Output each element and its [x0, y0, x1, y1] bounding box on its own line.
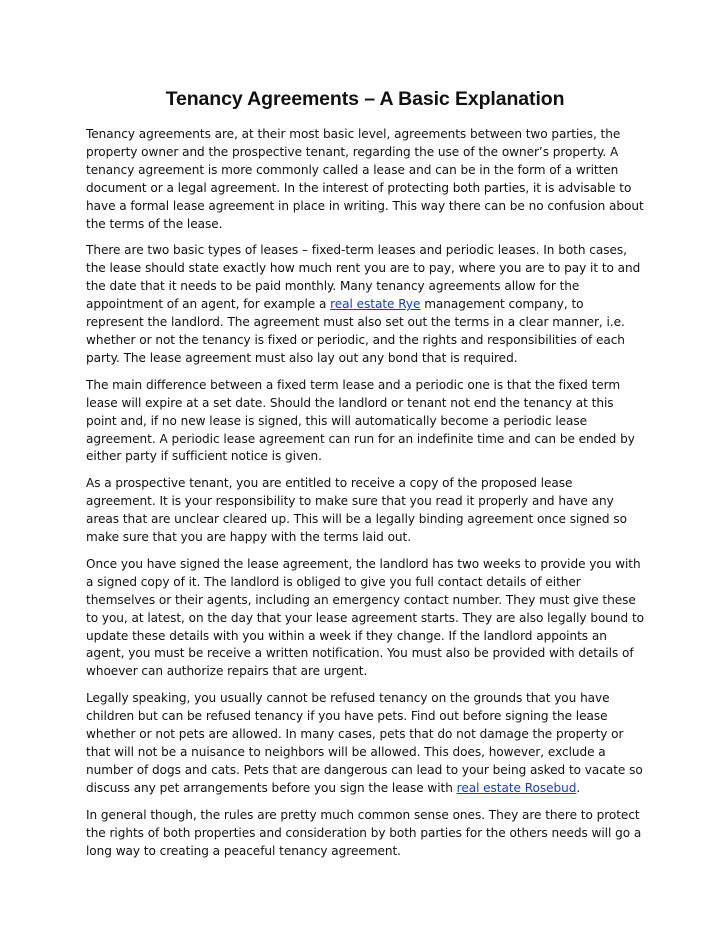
paragraph-text: There are two basic types of leases – fixed-term leases and periodic leases. In both cases, the lease should state exactly how much rent you are to pay, where you are to pay it to and the date that it needs to be paid monthly. Many tenancy agreements allow for the appointment of an agent, for example a	[86, 243, 641, 312]
paragraph-text: .	[576, 780, 581, 795]
paragraph-prospective-tenant: As a prospective tenant, you are entitled to receive a copy of the proposed lease agreement. It is your responsibility to make sure that you read it properly and have any areas that are unclear cleared up. This will be a legally binding agreement once signed so make sure that you are happy with the terms laid out.	[86, 476, 627, 545]
paragraph-lease-types	[86, 242, 644, 367]
real-estate-rye-link[interactable]: real estate Rye	[330, 297, 421, 312]
paragraph-conclusion: In general though, the rules are pretty much common sense ones. They are there to protect the rights of both properties and consideration by both parties for the others needs will go a long way to creating a peaceful tenancy agreement.	[86, 807, 642, 858]
document-title: Tenancy Agreements – A Basic Explanation	[165, 88, 565, 110]
real-estate-rosebud-link[interactable]: real estate Rosebud	[456, 780, 577, 795]
paragraph-text: management company, to represent the landlord. The agreement must also set out the terms in a clear manner, i.e. whether or not the tenancy is fixed or periodic, and the rights and responsibilities of each party. The lease agreement must also lay out any bond that is required.	[86, 297, 625, 365]
paragraph-signed-agreement: Once you have signed the lease agreement, the landlord has two weeks to provide you with a signed copy of it. The landlord is obliged to give you full contact details of either themselves or their agents, including an emergency contact number. They must give these to you, at latest, on the day that your lease agreement starts. They are also legally bound to update these details with you within a week if they change. If the landlord appoints an agent, you must be receive a written notification. You must also be provided with details of whoever can authorize repairs that are urgent.	[86, 556, 644, 679]
document-page	[86, 86, 644, 869]
paragraph-text: Legally speaking, you usually cannot be refused tenancy on the grounds that you have children but can be refused tenancy if you have pets. Find out before signing the lease whether or not pets are allowed. In many cases, pets that do not damage the property or that will not be a nuisance to neighbors will be allowed. This does, however, exclude a number of dogs and cats. Pets that are dangerous can lead to your being asked to vacate so discuss any pet arrangements before you sign the lease with	[86, 691, 643, 795]
paragraph-fixed-vs-periodic: The main difference between a fixed term lease and a periodic one is that the fixed term lease will expire at a set date. Should the landlord or tenant not end the tenancy at this point and, if no new lease is signed, this will automatically become a periodic lease agreement. A periodic lease agreement can run for an indefinite time and can be ended by either party if sufficient notice is given.	[86, 377, 635, 464]
paragraph-intro: Tenancy agreements are, at their most basic level, agreements between two parties, the property owner and the prospective tenant, regarding the use of the owner’s property. A tenancy agreement is more commonly called a lease and can be in the form of a written document or a legal agreement. In the interest of protecting both parties, it is advisable to have a formal lease agreement in place in writing. This way there can be no confusion about the terms of the lease.	[86, 127, 644, 231]
paragraph-pets	[86, 690, 644, 797]
